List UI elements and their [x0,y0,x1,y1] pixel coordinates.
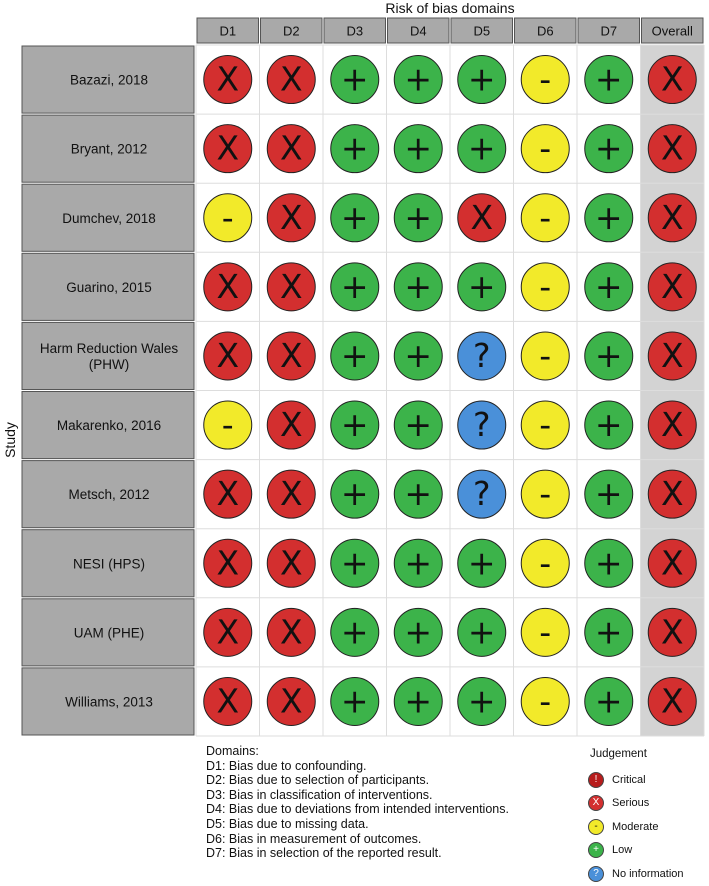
judgement-williams-2013-d1-symbol: X [216,681,240,721]
judgement-harm-reduction-wales-phw-d6-symbol: - [539,335,552,375]
judgement-harm-reduction-wales-phw-d7-symbol: + [594,335,623,375]
study-label-uam-phe: UAM (PHE) [73,625,145,641]
judgement-williams-2013-d6-symbol: - [539,681,552,721]
judgement-bryant-2012-d2-symbol: X [279,128,303,168]
domains-legend [206,744,586,861]
judgement-makarenko-2016-d7-symbol: + [594,405,623,445]
judgement-makarenko-2016-d3-symbol: + [340,405,369,445]
judgement-metsch-2012-d3-symbol: + [340,474,369,514]
chart-title: Risk of bias domains [385,0,515,16]
study-label-williams-2013: Williams, 2013 [65,694,153,710]
legend-label-moderate: Moderate [612,820,659,833]
study-label-bryant-2012: Bryant, 2012 [70,141,148,157]
study-label-makarenko-2016: Makarenko, 2016 [56,418,162,434]
judgement-bryant-2012-d6-symbol: - [539,128,552,168]
judgement-guarino-2015-d2-symbol: X [279,266,303,306]
judgement-uam-phe-d5-symbol: + [467,612,496,652]
study-label-harm-reduction-wales-phw: Harm Reduction Wales (PHW) [39,340,179,372]
domains-heading: Domains: [206,744,259,758]
judgement-bazazi-2018-d2-symbol: X [279,59,303,99]
legend-label-no-information: No information [612,867,684,880]
judgement-dumchev-2018-d4-symbol: + [404,197,433,237]
domain-description-d4: D4: Bias due to deviations from intended interventions. [206,802,509,817]
judgement-nesi-hps-d1-symbol: X [216,543,240,583]
study-label-guarino-2015: Guarino, 2015 [66,279,152,295]
legend-item-moderate [588,815,708,839]
judgement-nesi-hps-d4-symbol: + [404,543,433,583]
judgement-dumchev-2018-d1-symbol: - [221,197,234,237]
judgement-harm-reduction-wales-phw-d2-symbol: X [279,335,303,375]
legend-label-serious: Serious [612,797,650,810]
judgement-bazazi-2018-overall-symbol: X [660,59,684,99]
judgement-williams-2013-d7-symbol: + [594,681,623,721]
judgement-makarenko-2016-d6-symbol: - [539,405,552,445]
judgement-harm-reduction-wales-phw-d3-symbol: + [340,335,369,375]
judgement-makarenko-2016-d1-symbol: - [221,405,234,445]
judgement-bazazi-2018-d1-symbol: X [216,59,240,99]
judgement-bryant-2012-overall-symbol: X [660,128,684,168]
judgement-guarino-2015-d5-symbol: + [467,266,496,306]
judgement-dumchev-2018-d7-symbol: + [594,197,623,237]
judgement-dumchev-2018-d2-symbol: X [279,197,303,237]
critical-symbol-icon: ! [588,772,604,788]
no-information-symbol-icon: ? [588,866,604,882]
column-label-d3: D3 [346,23,364,39]
low-symbol-icon: + [588,842,604,858]
judgement-metsch-2012-d5-symbol: ? [472,474,491,514]
judgement-uam-phe-d1-symbol: X [216,612,240,652]
column-label-d4: D4 [409,23,427,39]
judgement-dumchev-2018-d3-symbol: + [340,197,369,237]
judgement-metsch-2012-d2-symbol: X [279,474,303,514]
domain-description-d2: D2: Bias due to selection of participants. [206,773,430,788]
judgement-uam-phe-d2-symbol: X [279,612,303,652]
judgement-bazazi-2018-d6-symbol: - [539,59,552,99]
study-label-metsch-2012: Metsch, 2012 [68,487,150,503]
judgement-nesi-hps-d7-symbol: + [594,543,623,583]
judgement-bazazi-2018-d7-symbol: + [594,59,623,99]
judgement-harm-reduction-wales-phw-d5-symbol: ? [472,335,491,375]
legend-label-critical: Critical [612,773,646,786]
study-label-dumchev-2018: Dumchev, 2018 [62,210,156,226]
column-label-d5: D5 [473,23,491,39]
domain-description-d7: D7: Bias in selection of the reported result. [206,846,442,861]
domain-description-d3: D3: Bias in classification of interventions. [206,787,433,802]
judgement-bryant-2012-d7-symbol: + [594,128,623,168]
column-label-overall: Overall [651,23,693,39]
judgement-guarino-2015-overall-symbol: X [660,266,684,306]
judgement-nesi-hps-d5-symbol: + [467,543,496,583]
judgement-legend [588,748,708,886]
judgement-williams-2013-overall-symbol: X [660,681,684,721]
study-label-nesi-hps: NESI (HPS) [72,556,146,572]
judgement-nesi-hps-d2-symbol: X [279,543,303,583]
judgement-uam-phe-overall-symbol: X [660,612,684,652]
domain-description-d5: D5: Bias due to missing data. [206,816,369,831]
judgement-williams-2013-d3-symbol: + [340,681,369,721]
judgement-makarenko-2016-d2-symbol: X [279,405,303,445]
column-label-d1: D1 [219,23,237,39]
legend-title: Judgement [590,748,647,760]
legend-item-low [588,839,708,863]
judgement-makarenko-2016-d5-symbol: ? [472,405,491,445]
legend-item-serious [588,792,708,816]
judgement-harm-reduction-wales-phw-d1-symbol: X [216,335,240,375]
column-label-d6: D6 [536,23,554,39]
judgement-williams-2013-d5-symbol: + [467,681,496,721]
domain-description-d6: D6: Bias in measurement of outcomes. [206,831,422,846]
judgement-uam-phe-d3-symbol: + [340,612,369,652]
legend-item-no-information [588,862,708,886]
judgement-bazazi-2018-d5-symbol: + [467,59,496,99]
moderate-symbol-icon: - [588,819,604,835]
judgement-guarino-2015-d1-symbol: X [216,266,240,306]
judgement-metsch-2012-d1-symbol: X [216,474,240,514]
judgement-guarino-2015-d4-symbol: + [404,266,433,306]
judgement-dumchev-2018-overall-symbol: X [660,197,684,237]
judgement-bazazi-2018-d4-symbol: + [404,59,433,99]
judgement-metsch-2012-d4-symbol: + [404,474,433,514]
judgement-williams-2013-d4-symbol: + [404,681,433,721]
judgement-uam-phe-d7-symbol: + [594,612,623,652]
judgement-metsch-2012-d7-symbol: + [594,474,623,514]
column-label-d2: D2 [282,23,300,39]
judgement-makarenko-2016-d4-symbol: + [404,405,433,445]
judgement-makarenko-2016-overall-symbol: X [660,405,684,445]
judgement-guarino-2015-d7-symbol: + [594,266,623,306]
legend-label-low: Low [612,844,633,857]
column-label-d7: D7 [600,23,618,39]
domain-description-d1: D1: Bias due to confounding. [206,758,367,773]
judgement-metsch-2012-overall-symbol: X [660,474,684,514]
judgement-bryant-2012-d1-symbol: X [216,128,240,168]
judgement-dumchev-2018-d5-symbol: X [470,197,494,237]
legend-item-critical [588,768,708,792]
judgement-guarino-2015-d6-symbol: - [539,266,552,306]
judgement-uam-phe-d4-symbol: + [404,612,433,652]
judgement-harm-reduction-wales-phw-overall-symbol: X [660,335,684,375]
judgement-nesi-hps-d6-symbol: - [539,543,552,583]
judgement-harm-reduction-wales-phw-d4-symbol: + [404,335,433,375]
judgement-bryant-2012-d5-symbol: + [467,128,496,168]
judgement-metsch-2012-d6-symbol: - [539,474,552,514]
judgement-dumchev-2018-d6-symbol: - [539,197,552,237]
judgement-uam-phe-d6-symbol: - [539,612,552,652]
judgement-bryant-2012-d3-symbol: + [340,128,369,168]
judgement-bazazi-2018-d3-symbol: + [340,59,369,99]
judgement-nesi-hps-d3-symbol: + [340,543,369,583]
judgement-nesi-hps-overall-symbol: X [660,543,684,583]
serious-symbol-icon: X [588,795,604,811]
judgement-bryant-2012-d4-symbol: + [404,128,433,168]
judgement-guarino-2015-d3-symbol: + [340,266,369,306]
judgement-williams-2013-d2-symbol: X [279,681,303,721]
y-axis-label: Study [2,422,18,458]
study-label-bazazi-2018: Bazazi, 2018 [69,72,149,88]
